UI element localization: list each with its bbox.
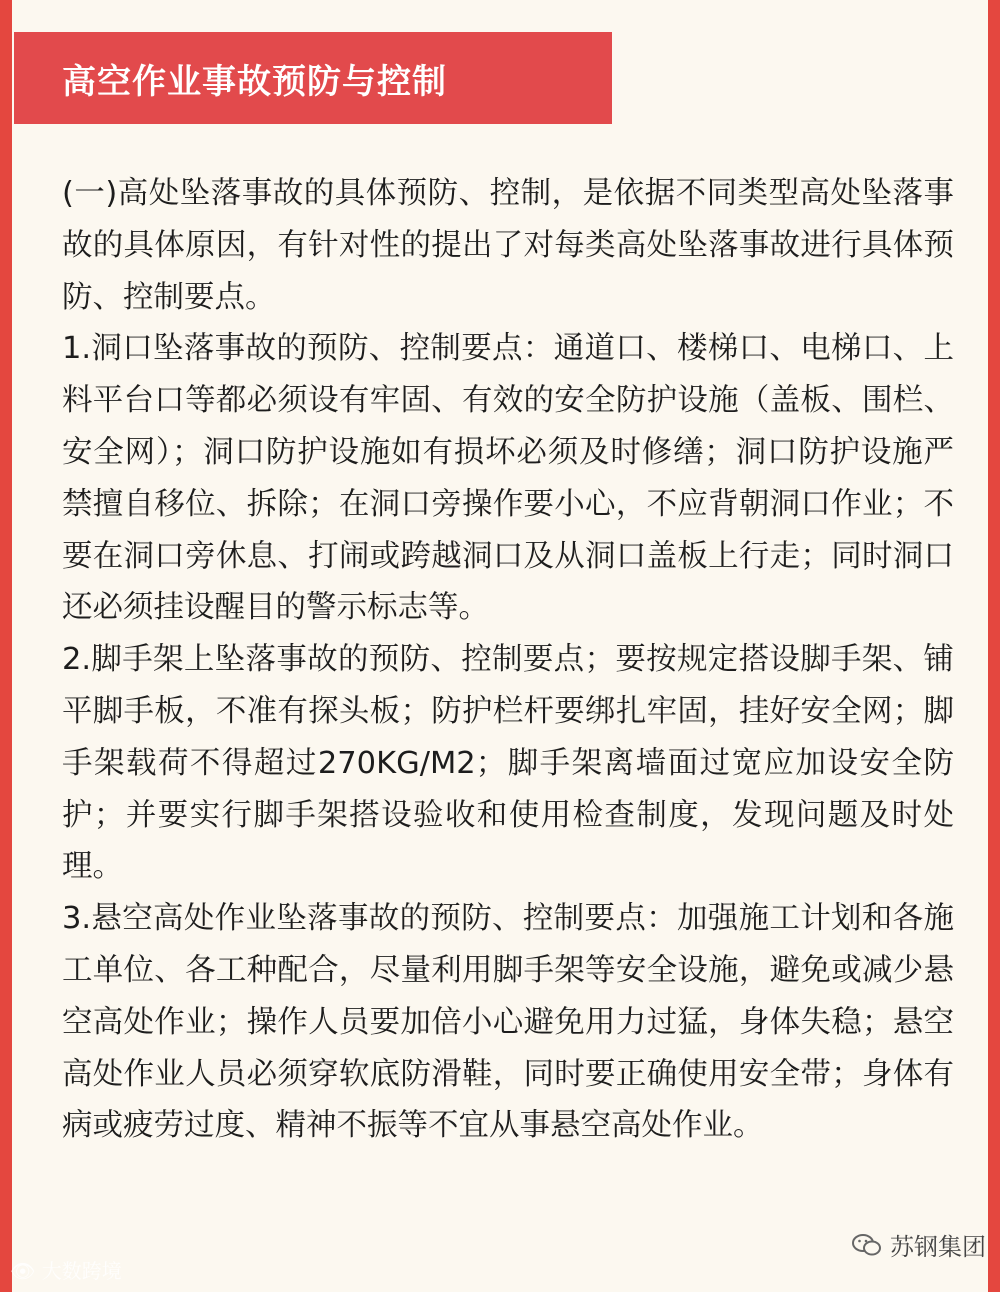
sina-eye-icon: 👁 <box>10 1259 36 1283</box>
paragraph-item-1: 1.洞口坠落事故的预防、控制要点：通道口、楼梯口、电梯口、上料平台口等都必须设有牢固、有效的安全防护设施（盖板、围栏、安全网）；洞口防护设施如有损坏必须及时修缮；洞口防护设施严禁擅自移位、拆除；在洞口旁操作要小心，不应背朝洞口作业；不要在洞口旁休息、打闹或跨越洞口及从洞口盖板上行走；同时洞口还必须挂设醒目的警示标志等。 <box>62 331 954 626</box>
title-banner <box>14 32 612 124</box>
watermark-right <box>852 1227 986 1262</box>
wechat-icon <box>852 1234 882 1256</box>
article-body <box>62 168 954 1152</box>
paragraph-item-2: 2.脚手架上坠落事故的预防、控制要点；要按规定搭设脚手架、铺平脚手板，不准有探头板；防护栏杆要绑扎牢固，挂好安全网；脚手架载荷不得超过270KG/M2；脚手架离墙面过宽应加设安全防护；并要实行脚手架搭设验收和使用检查制度，发现问题及时处理。 <box>62 642 954 885</box>
watermark-right-label: 苏钢集团 <box>890 1233 986 1261</box>
page-title: 高空作业事故预防与控制 <box>62 61 447 102</box>
paragraph-item-3: 3.悬空高处作业坠落事故的预防、控制要点：加强施工计划和各施工单位、各工种配合，尽量利用脚手架等安全设施，避免或减少悬空高处作业；操作人员要加倍小心避免用力过猛，身体失稳；悬空高处作业人员必须穿软底防滑鞋，同时要正确使用安全带；身体有病或疲劳过度、精神不振等不宜从事悬空高处作业。 <box>62 901 954 1144</box>
watermark-left-label: 大数跨境 <box>41 1259 122 1283</box>
paragraph-intro: (一)高处坠落事故的具体预防、控制，是依据不同类型高处坠落事故的具体原因，有针对性的提出了对每类高处坠落事故进行具体预防、控制要点。 <box>62 176 954 315</box>
watermark-left <box>10 1255 122 1284</box>
